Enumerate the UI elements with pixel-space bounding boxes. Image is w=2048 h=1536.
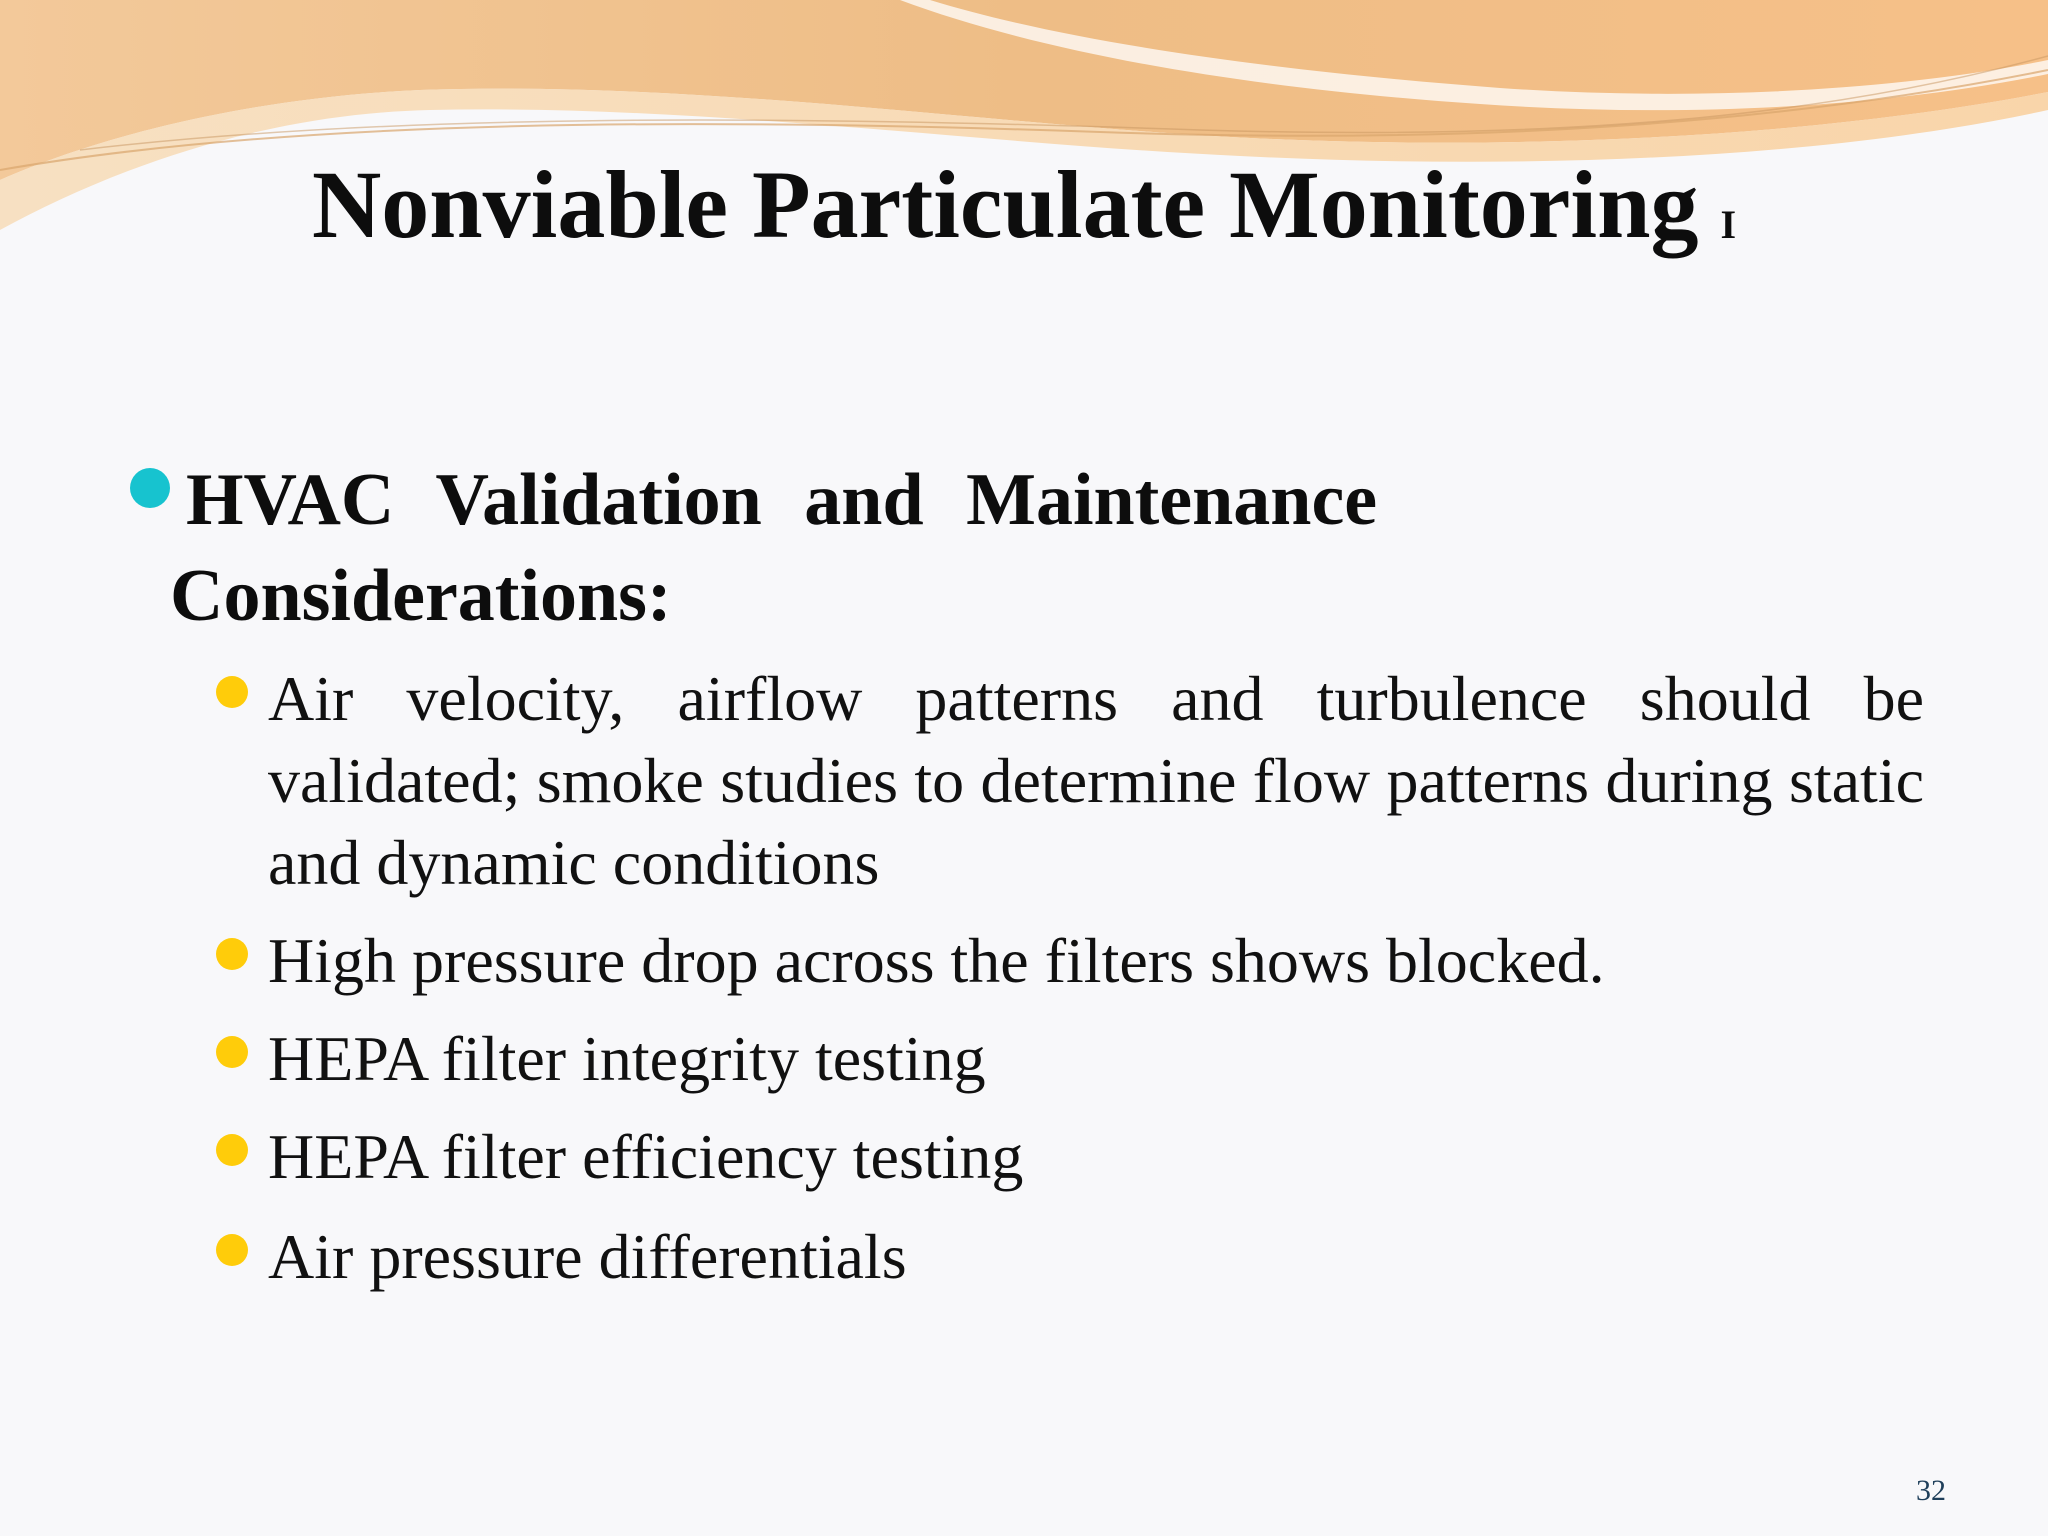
- page-number: 32: [1916, 1474, 1946, 1507]
- title-superscript: I: [1720, 202, 1737, 247]
- heading-line1: HVAC Validation and Maintenance: [186, 459, 1378, 541]
- yellow-circle-bullet-icon: [216, 1134, 248, 1166]
- level1-heading: [170, 452, 1486, 644]
- yellow-circle-bullet-icon: [216, 938, 248, 970]
- teal-circle-bullet-icon: [130, 468, 170, 508]
- yellow-circle-bullet-icon: [216, 1234, 248, 1266]
- yellow-circle-bullet-icon: [216, 1036, 248, 1068]
- list-item: HEPA filter efficiency testing: [268, 1121, 1024, 1192]
- list-item: Air velocity, airflow patterns and turbulence should be validated; smoke studies to determine flow patterns during static and dynamic conditions: [268, 663, 1924, 898]
- heading-line2: Considerations:: [170, 555, 672, 637]
- list-item: High pressure drop across the filters shows blocked.: [268, 925, 1605, 996]
- yellow-circle-bullet-icon: [216, 676, 248, 708]
- list-item: Air pressure differentials: [268, 1221, 907, 1292]
- title-text: Nonviable Particulate Monitoring: [311, 151, 1699, 258]
- list-item: HEPA filter integrity testing: [268, 1023, 986, 1094]
